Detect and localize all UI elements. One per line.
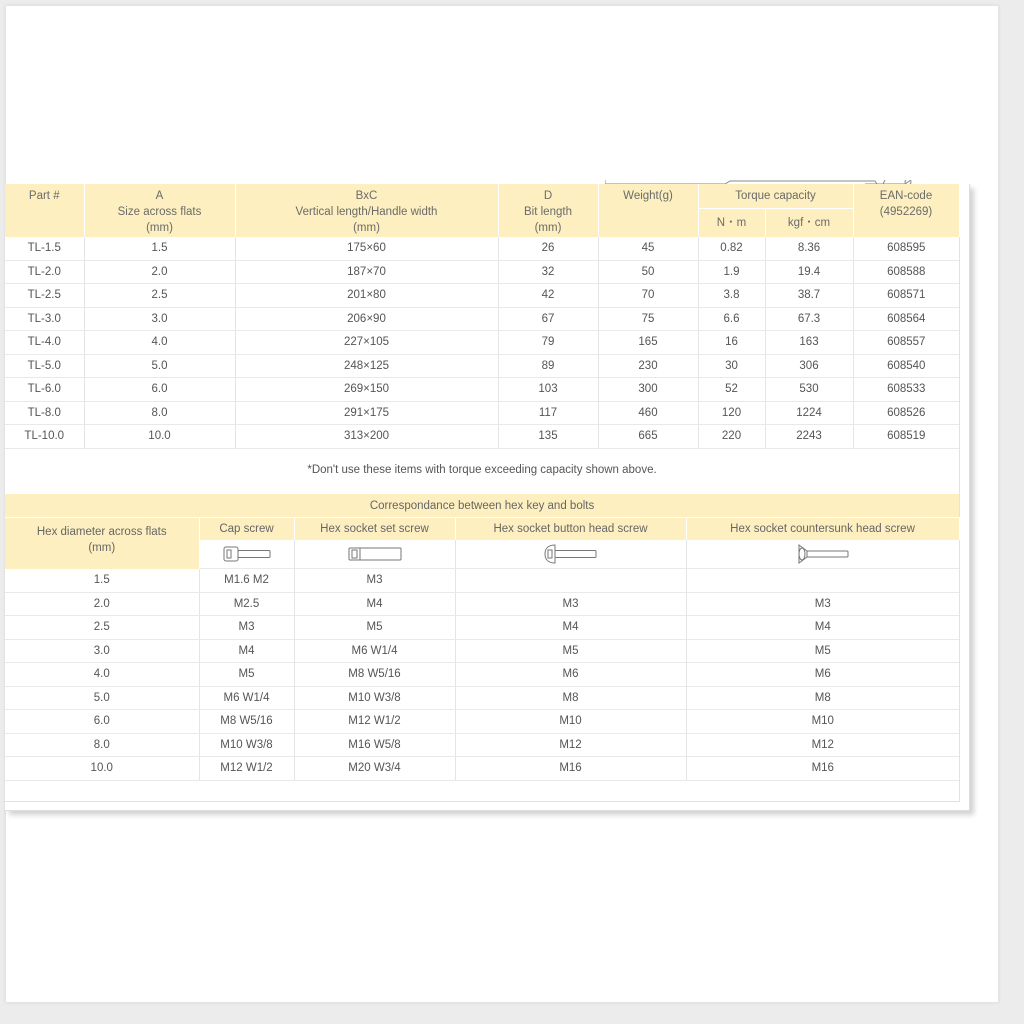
cell-set-screw: M12 W1/2 — [294, 710, 455, 734]
cell-torque-kgf: 306 — [765, 354, 853, 378]
cell-weight: 460 — [598, 401, 698, 425]
bolt-row — [5, 569, 959, 593]
cell-torque-kgf: 163 — [765, 331, 853, 355]
cell-torque-nm: 120 — [698, 401, 765, 425]
bolt-row — [5, 733, 959, 757]
bolt-row — [5, 592, 959, 616]
cell-hex-diameter: 2.5 — [5, 616, 199, 640]
bolt-row — [5, 663, 959, 687]
cell-cap-screw: M4 — [199, 639, 294, 663]
cell-part-number: TL-4.0 — [5, 331, 84, 355]
cell-bit-length: 103 — [498, 378, 598, 402]
button-head-screw-icon — [543, 543, 599, 565]
cell-size-across-flats: 8.0 — [84, 401, 235, 425]
spec-row — [5, 260, 959, 284]
header-part: Part # — [5, 184, 84, 237]
cell-hex-diameter: 8.0 — [5, 733, 199, 757]
cell-ean-code: 608557 — [853, 331, 959, 355]
cell-hex-diameter: 2.0 — [5, 592, 199, 616]
cell-countersunk-screw: M5 — [686, 639, 959, 663]
cell-bit-length: 32 — [498, 260, 598, 284]
cell-size-across-flats: 5.0 — [84, 354, 235, 378]
bolt-table-caption: Correspondance between hex key and bolts — [5, 494, 959, 518]
cell-part-number: TL-10.0 — [5, 425, 84, 449]
cell-weight: 300 — [598, 378, 698, 402]
cell-torque-kgf: 530 — [765, 378, 853, 402]
cell-bit-length: 135 — [498, 425, 598, 449]
cell-cap-screw: M12 W1/2 — [199, 757, 294, 781]
cell-hex-diameter: 4.0 — [5, 663, 199, 687]
cell-button-head-screw: M16 — [455, 757, 686, 781]
cell-size-across-flats: 4.0 — [84, 331, 235, 355]
cell-size-across-flats: 3.0 — [84, 307, 235, 331]
cell-torque-kgf: 67.3 — [765, 307, 853, 331]
cell-torque-kgf: 1224 — [765, 401, 853, 425]
cell-button-head-screw: M10 — [455, 710, 686, 734]
cell-cap-screw: M10 W3/8 — [199, 733, 294, 757]
cell-size-across-flats: 2.0 — [84, 260, 235, 284]
cell-countersunk-screw: M4 — [686, 616, 959, 640]
header-torque-kgf: kgf・cm — [765, 209, 853, 238]
cell-button-head-screw — [455, 569, 686, 593]
cell-cap-screw: M3 — [199, 616, 294, 640]
bolt-row — [5, 616, 959, 640]
cell-hex-diameter: 1.5 — [5, 569, 199, 593]
header-cap-screw: Cap screw — [199, 518, 294, 541]
cell-countersunk-screw: M10 — [686, 710, 959, 734]
cell-countersunk-screw: M3 — [686, 592, 959, 616]
cell-vertical-length-handle-width: 187×70 — [235, 260, 498, 284]
cell-weight: 70 — [598, 284, 698, 308]
cell-countersunk-screw — [686, 569, 959, 593]
cell-set-screw: M4 — [294, 592, 455, 616]
cell-cap-screw: M5 — [199, 663, 294, 687]
cell-part-number: TL-2.0 — [5, 260, 84, 284]
cell-size-across-flats: 6.0 — [84, 378, 235, 402]
cell-cap-screw: M1.6 M2 — [199, 569, 294, 593]
torque-warning-note: *Don't use these items with torque exceeding capacity shown above. — [307, 464, 657, 476]
cell-hex-diameter: 5.0 — [5, 686, 199, 710]
header-torque-nm: N・m — [698, 209, 765, 238]
set-screw-icon — [346, 545, 404, 563]
cell-ean-code: 608519 — [853, 425, 959, 449]
cell-part-number: TL-3.0 — [5, 307, 84, 331]
cell-set-screw: M10 W3/8 — [294, 686, 455, 710]
cell-countersunk-screw: M12 — [686, 733, 959, 757]
bolt-row — [5, 639, 959, 663]
cell-vertical-length-handle-width: 201×80 — [235, 284, 498, 308]
header-button-head-screw: Hex socket button head screw — [455, 518, 686, 541]
cell-bit-length: 79 — [498, 331, 598, 355]
spec-row — [5, 284, 959, 308]
spec-row — [5, 237, 959, 260]
cell-ean-code: 608564 — [853, 307, 959, 331]
cell-hex-diameter: 6.0 — [5, 710, 199, 734]
cell-button-head-screw: M12 — [455, 733, 686, 757]
cell-torque-kgf: 8.36 — [765, 237, 853, 260]
cell-vertical-length-handle-width: 269×150 — [235, 378, 498, 402]
spec-row — [5, 331, 959, 355]
cell-set-screw: M8 W5/16 — [294, 663, 455, 687]
cell-torque-kgf: 19.4 — [765, 260, 853, 284]
cell-torque-kgf: 38.7 — [765, 284, 853, 308]
cell-hex-diameter: 3.0 — [5, 639, 199, 663]
cell-part-number: TL-8.0 — [5, 401, 84, 425]
cell-bit-length: 117 — [498, 401, 598, 425]
cell-torque-nm: 1.9 — [698, 260, 765, 284]
cell-weight: 165 — [598, 331, 698, 355]
spec-row — [5, 354, 959, 378]
cell-set-screw: M5 — [294, 616, 455, 640]
header-hex-diameter: Hex diameter across flats (mm) — [5, 518, 199, 569]
button-head-screw-icon-cell — [455, 540, 686, 569]
cell-part-number: TL-6.0 — [5, 378, 84, 402]
cell-torque-nm: 0.82 — [698, 237, 765, 260]
header-weight: Weight(g) — [598, 184, 698, 237]
cell-cap-screw: M2.5 — [199, 592, 294, 616]
cell-ean-code: 608595 — [853, 237, 959, 260]
cell-bit-length: 89 — [498, 354, 598, 378]
cell-countersunk-screw: M16 — [686, 757, 959, 781]
cell-weight: 665 — [598, 425, 698, 449]
cell-bit-length: 67 — [498, 307, 598, 331]
cell-ean-code: 608571 — [853, 284, 959, 308]
cell-bit-length: 26 — [498, 237, 598, 260]
cell-cap-screw: M6 W1/4 — [199, 686, 294, 710]
cell-size-across-flats: 10.0 — [84, 425, 235, 449]
set-screw-icon-cell — [294, 540, 455, 569]
cell-button-head-screw: M5 — [455, 639, 686, 663]
cell-weight: 75 — [598, 307, 698, 331]
cell-part-number: TL-2.5 — [5, 284, 84, 308]
cell-set-screw: M16 W5/8 — [294, 733, 455, 757]
cell-size-across-flats: 1.5 — [84, 237, 235, 260]
header-set-screw: Hex socket set screw — [294, 518, 455, 541]
cell-weight: 50 — [598, 260, 698, 284]
cell-weight: 230 — [598, 354, 698, 378]
cell-cap-screw: M8 W5/16 — [199, 710, 294, 734]
cell-hex-diameter: 10.0 — [5, 757, 199, 781]
spec-row — [5, 425, 959, 449]
countersunk-screw-icon-cell — [686, 540, 959, 569]
cell-bit-length: 42 — [498, 284, 598, 308]
cell-torque-nm: 3.8 — [698, 284, 765, 308]
cell-button-head-screw: M8 — [455, 686, 686, 710]
cell-part-number: TL-1.5 — [5, 237, 84, 260]
hex-key-spec-table — [5, 184, 960, 449]
cell-vertical-length-handle-width: 313×200 — [235, 425, 498, 449]
cell-part-number: TL-5.0 — [5, 354, 84, 378]
cell-torque-nm: 220 — [698, 425, 765, 449]
hex-key-bolt-table — [5, 494, 960, 781]
cell-vertical-length-handle-width: 291×175 — [235, 401, 498, 425]
header-ean: EAN-code (4952269) — [853, 184, 959, 237]
cell-torque-nm: 52 — [698, 378, 765, 402]
spec-row — [5, 307, 959, 331]
bolt-row — [5, 757, 959, 781]
bolt-row — [5, 686, 959, 710]
spec-row — [5, 401, 959, 425]
cell-vertical-length-handle-width: 227×105 — [235, 331, 498, 355]
cell-set-screw: M20 W3/4 — [294, 757, 455, 781]
cell-ean-code: 608588 — [853, 260, 959, 284]
cell-button-head-screw: M3 — [455, 592, 686, 616]
cell-set-screw: M3 — [294, 569, 455, 593]
cap-screw-icon-cell — [199, 540, 294, 569]
cell-countersunk-screw: M8 — [686, 686, 959, 710]
header-bxc: BxC Vertical length/Handle width (mm) — [235, 184, 498, 237]
spec-sheet — [5, 184, 970, 811]
cap-screw-icon — [221, 545, 273, 563]
cell-ean-code: 608540 — [853, 354, 959, 378]
cell-weight: 45 — [598, 237, 698, 260]
cell-torque-nm: 6.6 — [698, 307, 765, 331]
cell-countersunk-screw: M6 — [686, 663, 959, 687]
header-countersunk-screw: Hex socket countersunk head screw — [686, 518, 959, 541]
cell-button-head-screw: M4 — [455, 616, 686, 640]
cell-ean-code: 608526 — [853, 401, 959, 425]
cell-torque-nm: 16 — [698, 331, 765, 355]
cell-torque-nm: 30 — [698, 354, 765, 378]
bolt-row — [5, 710, 959, 734]
cell-vertical-length-handle-width: 248×125 — [235, 354, 498, 378]
header-torque: Torque capacity — [698, 184, 853, 209]
cell-torque-kgf: 2243 — [765, 425, 853, 449]
countersunk-screw-icon — [795, 543, 851, 565]
cell-ean-code: 608533 — [853, 378, 959, 402]
cell-set-screw: M6 W1/4 — [294, 639, 455, 663]
cell-size-across-flats: 2.5 — [84, 284, 235, 308]
header-d: D Bit length (mm) — [498, 184, 598, 237]
cell-button-head-screw: M6 — [455, 663, 686, 687]
header-a: A Size across flats (mm) — [84, 184, 235, 237]
cell-vertical-length-handle-width: 175×60 — [235, 237, 498, 260]
spec-row — [5, 378, 959, 402]
cell-vertical-length-handle-width: 206×90 — [235, 307, 498, 331]
